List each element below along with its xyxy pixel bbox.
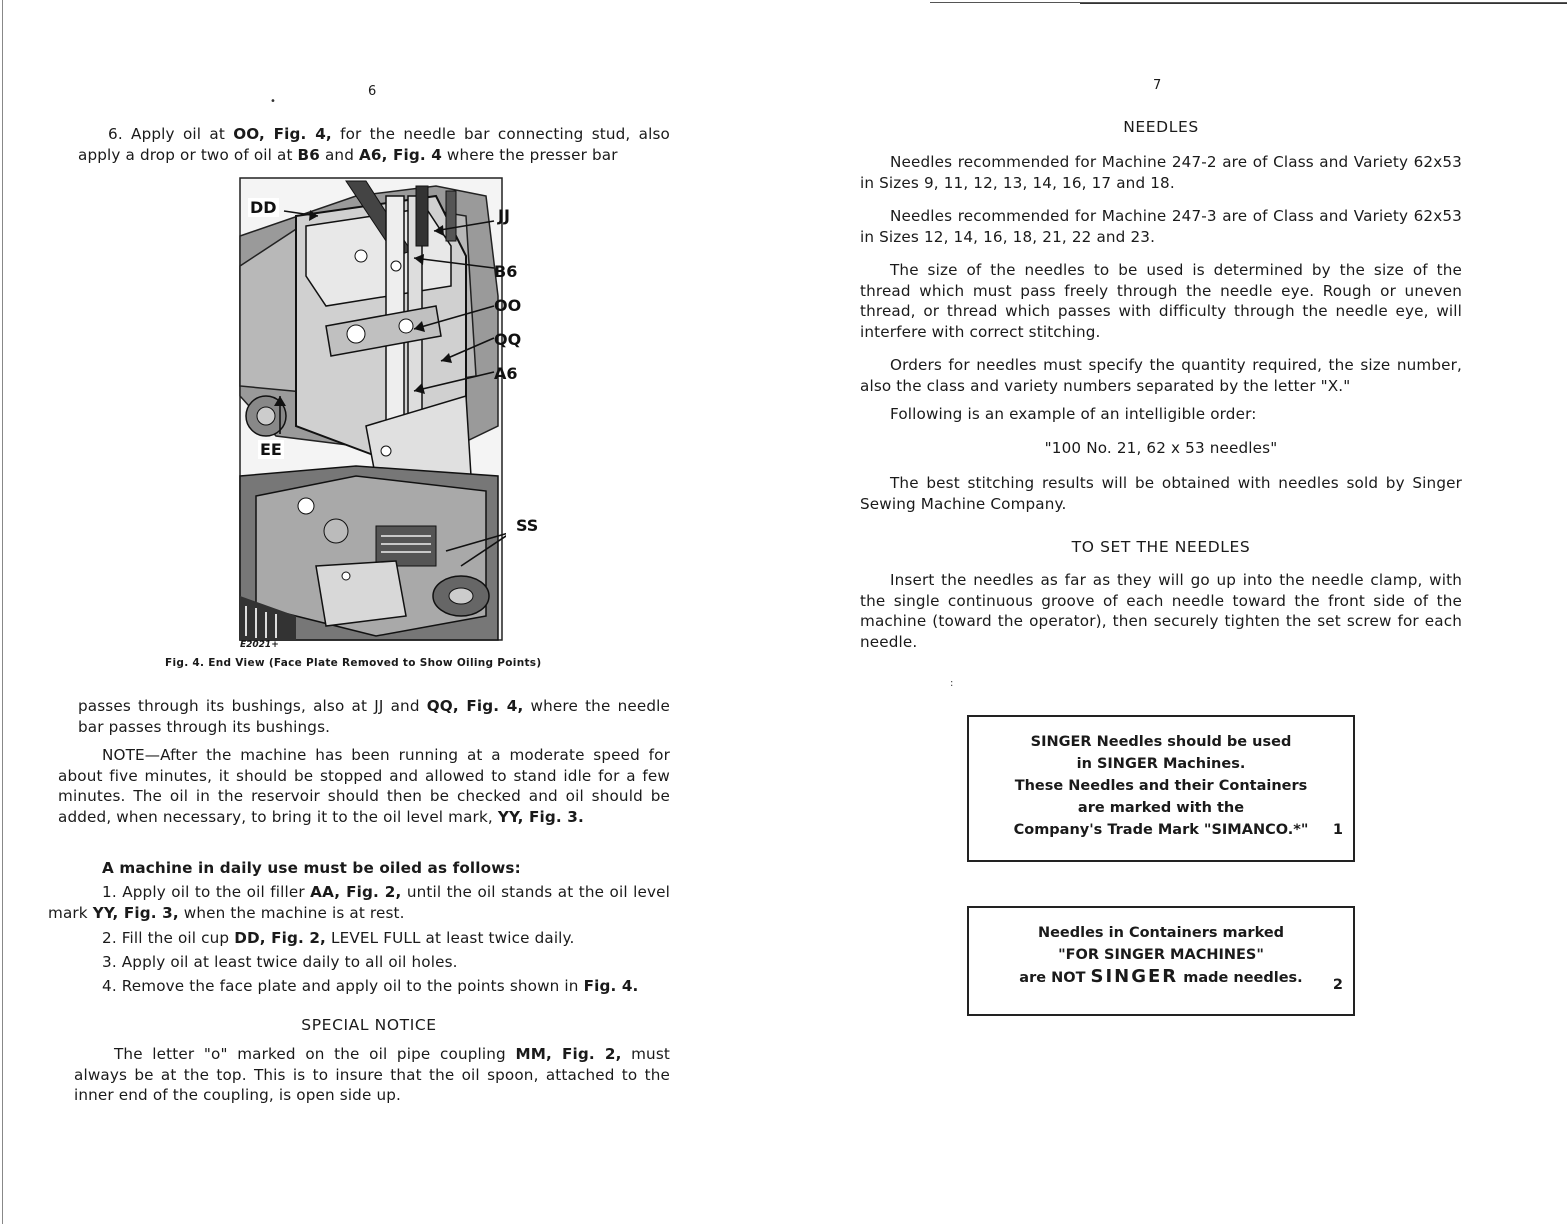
figure-4-machine-end-view [236,176,539,651]
notice2-line-3: are NOT SINGER made needles. [1019,966,1303,987]
orders-paragraph: Orders for needles must specify the quantity required, the size number, also the class and variety numbers separated by the letter "X." [860,356,1462,395]
needles-paragraph-247-3: Needles recommended for Machine 247-3 are of Class and Variety 62x53 in Sizes 12, 14, 16, 18, 21, 22 and 23. [860,207,1462,246]
set-needles-paragraph: Insert the needles as far as they will go up into the needle clamp, with the single continuous groove of each needle toward the front side of the machine (toward the operator), then securely tighten the set screw for each needle. [860,571,1462,651]
callout-dd: DD [250,198,277,217]
callout-oo: OO [494,296,522,315]
callout-jj: JJ [498,206,510,225]
step-3: 3. Apply oil at least twice daily to all oil holes. [102,953,458,971]
page-number: 7 [1153,78,1163,93]
callout-ss: SS [516,516,539,535]
speck: • [270,96,276,107]
notice1-line-3: These Needles and their Containers [1014,778,1308,794]
step-1: 1. Apply oil to the oil filler AA, Fig. 2, until the oil stands at the oil level mark YY, Fig. 3, when the machine is at rest. [48,883,671,922]
order-example: "100 No. 21, 62 x 53 needles" [1044,439,1278,457]
callout-b6: B6 [494,262,518,281]
page-number: 6 [368,84,378,99]
callout-ee: EE [260,440,282,459]
notice1-line-2: in SINGER Machines. [1076,756,1246,772]
callout-a6: A6 [494,364,518,383]
notice2-line-1: Needles in Containers marked [1037,925,1285,941]
daily-oiling-heading: A machine in daily use must be oiled as follows: [102,859,521,877]
singer-brand-text: SINGER [1090,966,1179,987]
note-paragraph: NOTE—After the machine has been running at a moderate speed for about five minutes, it should be stopped and allowed to stand idle for a few minutes. The oil in the reservoir should then be checked and oil should be added, when necessary, to bring it to the oil level mark, YY, Fig. 3. [58,746,670,826]
step-4: 4. Remove the face plate and apply oil to the points shown in Fig. 4. [102,977,639,995]
needle-size-paragraph: The size of the needles to be used is determined by the size of the thread which must pass freely through the needle eye. Rough or uneven thread, or thread which passes with difficulty through the needle eye, will interfere with correct stitching. [860,261,1462,341]
machine-illustration [236,176,506,651]
figure-id-mark: E2021+ [240,640,279,650]
intro-paragraph: 6. Apply oil at OO, Fig. 4, for the needle bar connecting stud, also apply a drop or two of oil at B6 and A6, Fig. 4 where the presser bar [78,125,670,164]
speck: : [950,678,954,689]
special-notice-heading: SPECIAL NOTICE [301,1016,437,1034]
needles-paragraph-247-2: Needles recommended for Machine 247-2 are of Class and Variety 62x53 in Sizes 9, 11, 12, 13, 14, 16, 17 and 18. [860,153,1462,192]
set-needles-heading: TO SET THE NEEDLES [1071,538,1251,556]
notice1-line-4: are marked with the [1077,800,1245,816]
left-page [0,0,770,1224]
notice-box-singer-needles [967,715,1355,862]
continuation-paragraph: passes through its bushings, also at JJ and QQ, Fig. 4, where the needle bar passes through its bushings. [78,697,670,736]
notice1-number: 1 [1332,822,1343,838]
right-page [780,0,1567,1224]
figure-caption: Fig. 4. End View (Face Plate Removed to Show Oiling Points) [165,657,542,669]
notice2-number: 2 [1332,977,1343,993]
callout-qq: QQ [494,330,522,349]
notice1-line-5: Company's Trade Mark "SIMANCO.*" [1013,822,1309,838]
notice-box-for-singer-machines [967,906,1355,1016]
needles-heading: NEEDLES [1123,118,1199,136]
step-2: 2. Fill the oil cup DD, Fig. 2, LEVEL FULL at least twice daily. [102,929,575,947]
notice2-line-2: "FOR SINGER MACHINES" [1058,947,1264,963]
best-results-paragraph: The best stitching results will be obtained with needles sold by Singer Sewing Machine Company. [860,474,1462,513]
example-intro: Following is an example of an intelligible order: [890,405,1257,423]
special-notice-paragraph: The letter "o" marked on the oil pipe coupling MM, Fig. 2, must always be at the top. This is to insure that the oil spoon, attached to the inner end of the coupling, is open side up. [74,1045,671,1104]
notice1-line-1: SINGER Needles should be used [1030,734,1292,750]
